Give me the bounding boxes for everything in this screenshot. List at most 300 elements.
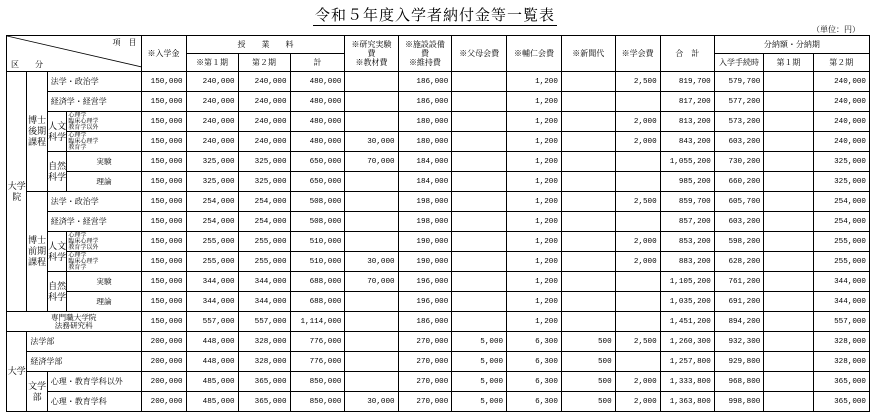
cell-adm: 200,000 — [141, 332, 186, 352]
cell-tt: 688,000 — [290, 292, 345, 312]
cell-adm: 150,000 — [141, 92, 186, 112]
cell-tot: 1,035,200 — [660, 292, 714, 312]
cell-rs — [345, 232, 398, 252]
cell-t1: 240,000 — [186, 112, 238, 132]
row-label: 実験 — [67, 152, 141, 172]
cell-par — [452, 152, 507, 172]
cell-rs — [345, 372, 398, 392]
header-alumni: ※輔仁会費 — [507, 36, 562, 72]
header-newspaper: ※新聞代 — [561, 36, 615, 72]
cell-fac: 184,000 — [398, 172, 452, 192]
header-inst-admission: 入学手続時 — [714, 54, 764, 72]
cell-fac: 270,000 — [398, 352, 452, 372]
cell-fac: 180,000 — [398, 112, 452, 132]
cell-par — [452, 212, 507, 232]
header-inst-second: 第２期 — [813, 54, 869, 72]
cell-par — [452, 132, 507, 152]
cell-adm: 150,000 — [141, 172, 186, 192]
cell-fac: 186,000 — [398, 312, 452, 332]
cell-rs: 30,000 — [345, 252, 398, 272]
cell-t1: 240,000 — [186, 72, 238, 92]
cell-ia: 691,200 — [714, 292, 764, 312]
table-row — [7, 352, 870, 372]
cell-alu: 1,200 — [507, 152, 562, 172]
row-label: 経済学部 — [27, 352, 141, 372]
header-tuition-second: 第２期 — [238, 54, 290, 72]
cell-i1 — [764, 232, 813, 252]
cell-par: 5,000 — [452, 332, 507, 352]
group-humanities-faculty: 文学部 — [27, 372, 47, 412]
cell-alu: 1,200 — [507, 212, 562, 232]
cell-t1: 255,000 — [186, 252, 238, 272]
cell-t2: 240,000 — [238, 72, 290, 92]
cell-fac: 196,000 — [398, 292, 452, 312]
page-title: 令和５年度入学者納付金等一覧表 — [314, 6, 555, 24]
cell-alu: 6,300 — [507, 392, 562, 412]
cell-ia: 605,700 — [714, 192, 764, 212]
cell-tt: 650,000 — [290, 172, 345, 192]
group-college: 大学 — [7, 332, 27, 412]
cell-ia: 730,200 — [714, 152, 764, 172]
cell-rs — [345, 172, 398, 192]
cell-ia: 660,200 — [714, 172, 764, 192]
cell-par: 5,000 — [452, 372, 507, 392]
cell-rs: 70,000 — [345, 152, 398, 172]
cell-tot: 883,200 — [660, 252, 714, 272]
header-row-1 — [7, 36, 870, 54]
cell-par — [452, 72, 507, 92]
cell-adm: 150,000 — [141, 272, 186, 292]
cell-rs — [345, 112, 398, 132]
cell-alu: 1,200 — [507, 92, 562, 112]
table-row — [7, 252, 870, 272]
cell-t1: 240,000 — [186, 92, 238, 112]
cell-rs: 70,000 — [345, 272, 398, 292]
cell-stu — [615, 212, 660, 232]
cell-i1 — [764, 372, 813, 392]
table-row — [7, 72, 870, 92]
cell-adm: 150,000 — [141, 312, 186, 332]
cell-t1: 448,000 — [186, 332, 238, 352]
cell-shin — [561, 152, 615, 172]
cell-tt: 508,000 — [290, 192, 345, 212]
cell-shin — [561, 272, 615, 292]
table-row — [7, 172, 870, 192]
cell-t2: 557,000 — [238, 312, 290, 332]
cell-shin — [561, 192, 615, 212]
cell-par — [452, 292, 507, 312]
table-row — [7, 152, 870, 172]
cell-fac: 270,000 — [398, 372, 452, 392]
cell-alu: 1,200 — [507, 252, 562, 272]
cell-fac: 198,000 — [398, 192, 452, 212]
cell-fac: 186,000 — [398, 72, 452, 92]
cell-rs — [345, 332, 398, 352]
cell-tot: 985,200 — [660, 172, 714, 192]
cell-tt: 1,114,000 — [290, 312, 345, 332]
cell-par — [452, 232, 507, 252]
cell-rs — [345, 72, 398, 92]
header-facility: ※施設設備費 ※維持費 — [398, 36, 452, 72]
cell-par: 5,000 — [452, 392, 507, 412]
cell-ia: 761,200 — [714, 272, 764, 292]
cell-alu: 1,200 — [507, 312, 562, 332]
cell-shin — [561, 232, 615, 252]
cell-adm: 150,000 — [141, 212, 186, 232]
cell-i1 — [764, 132, 813, 152]
cell-tot: 1,451,200 — [660, 312, 714, 332]
cell-i1 — [764, 172, 813, 192]
cell-t1: 325,000 — [186, 172, 238, 192]
cell-i1 — [764, 112, 813, 132]
group-science: 自然科学 — [47, 272, 67, 312]
cell-i2: 328,000 — [813, 352, 869, 372]
row-label: 経済学・経営学 — [47, 92, 141, 112]
cell-shin — [561, 212, 615, 232]
cell-fac: 190,000 — [398, 232, 452, 252]
cell-t2: 325,000 — [238, 152, 290, 172]
cell-i2: 365,000 — [813, 372, 869, 392]
cell-par — [452, 192, 507, 212]
cell-stu — [615, 92, 660, 112]
cell-stu: 2,000 — [615, 252, 660, 272]
cell-adm: 150,000 — [141, 252, 186, 272]
unit-label: （単位：円） — [812, 25, 860, 34]
cell-tot: 1,333,800 — [660, 372, 714, 392]
cell-ia: 598,200 — [714, 232, 764, 252]
row-label: 法学・政治学 — [47, 72, 141, 92]
header-item: 項 目 — [112, 38, 137, 47]
cell-t2: 328,000 — [238, 332, 290, 352]
cell-par — [452, 252, 507, 272]
row-label: 理論 — [67, 292, 141, 312]
cell-shin: 500 — [561, 392, 615, 412]
cell-stu: 2,500 — [615, 192, 660, 212]
cell-tot: 817,200 — [660, 92, 714, 112]
cell-tt: 508,000 — [290, 212, 345, 232]
cell-stu: 2,000 — [615, 372, 660, 392]
row-label: 心理・教育学科 — [47, 392, 141, 412]
cell-stu: 2,500 — [615, 332, 660, 352]
cell-rs — [345, 352, 398, 372]
fee-table — [6, 35, 870, 412]
cell-alu: 1,200 — [507, 272, 562, 292]
cell-tt: 480,000 — [290, 72, 345, 92]
cell-stu — [615, 172, 660, 192]
cell-tot: 857,200 — [660, 212, 714, 232]
cell-alu: 1,200 — [507, 112, 562, 132]
cell-i2: 240,000 — [813, 72, 869, 92]
cell-tot: 1,105,200 — [660, 272, 714, 292]
cell-t2: 365,000 — [238, 372, 290, 392]
row-sublabel: 心理学 臨床心理学 教育学以外 — [67, 232, 141, 252]
cell-par — [452, 92, 507, 112]
cell-par — [452, 312, 507, 332]
cell-stu — [615, 312, 660, 332]
cell-i2: 240,000 — [813, 112, 869, 132]
cell-t1: 255,000 — [186, 232, 238, 252]
cell-t1: 557,000 — [186, 312, 238, 332]
header-installment: 分納額・分納期 — [714, 36, 869, 54]
cell-alu: 6,300 — [507, 332, 562, 352]
header-tuition-first: ※第１期 — [186, 54, 238, 72]
cell-ia: 603,200 — [714, 132, 764, 152]
cell-shin: 500 — [561, 352, 615, 372]
cell-t2: 240,000 — [238, 112, 290, 132]
cell-stu: 2,000 — [615, 392, 660, 412]
cell-shin — [561, 292, 615, 312]
cell-fac: 184,000 — [398, 152, 452, 172]
cell-shin — [561, 112, 615, 132]
cell-rs — [345, 212, 398, 232]
cell-alu: 1,200 — [507, 72, 562, 92]
cell-tot: 1,260,300 — [660, 332, 714, 352]
cell-i2: 344,000 — [813, 272, 869, 292]
cell-tt: 480,000 — [290, 92, 345, 112]
row-sublabel: 心理学 臨床心理学 教育学 — [67, 252, 141, 272]
cell-alu: 1,200 — [507, 232, 562, 252]
cell-alu: 1,200 — [507, 132, 562, 152]
cell-i2: 325,000 — [813, 172, 869, 192]
cell-rs — [345, 292, 398, 312]
cell-adm: 150,000 — [141, 232, 186, 252]
cell-t1: 344,000 — [186, 292, 238, 312]
cell-t2: 255,000 — [238, 232, 290, 252]
cell-t2: 344,000 — [238, 292, 290, 312]
cell-tt: 850,000 — [290, 372, 345, 392]
cell-stu — [615, 292, 660, 312]
cell-shin: 500 — [561, 332, 615, 352]
header-admission: ※入学金 — [141, 36, 186, 72]
cell-i1 — [764, 392, 813, 412]
cell-ia: 929,800 — [714, 352, 764, 372]
header-corner — [7, 36, 142, 72]
cell-t2: 254,000 — [238, 192, 290, 212]
table-row — [7, 92, 870, 112]
cell-stu: 2,000 — [615, 232, 660, 252]
group-graduate-school: 大学院 — [7, 72, 27, 312]
cell-i1 — [764, 292, 813, 312]
cell-alu: 6,300 — [507, 372, 562, 392]
table-row — [7, 132, 870, 152]
cell-stu: 2,500 — [615, 72, 660, 92]
cell-stu — [615, 352, 660, 372]
cell-ia: 894,200 — [714, 312, 764, 332]
cell-rs — [345, 92, 398, 112]
cell-i2: 328,000 — [813, 332, 869, 352]
cell-fac: 270,000 — [398, 332, 452, 352]
cell-t2: 254,000 — [238, 212, 290, 232]
header-tuition: 授 業 料 — [186, 36, 345, 54]
row-label: 専門職大学院 法務研究科 — [7, 312, 142, 332]
cell-ia: 579,700 — [714, 72, 764, 92]
cell-adm: 150,000 — [141, 292, 186, 312]
cell-t1: 485,000 — [186, 392, 238, 412]
cell-t1: 448,000 — [186, 352, 238, 372]
cell-stu — [615, 272, 660, 292]
cell-rs — [345, 192, 398, 212]
table-row — [7, 192, 870, 212]
cell-tt: 688,000 — [290, 272, 345, 292]
cell-ia: 603,200 — [714, 212, 764, 232]
table-row — [7, 332, 870, 352]
cell-fac: 186,000 — [398, 92, 452, 112]
cell-adm: 150,000 — [141, 132, 186, 152]
cell-rs — [345, 312, 398, 332]
cell-i1 — [764, 212, 813, 232]
cell-ia: 968,800 — [714, 372, 764, 392]
row-sublabel: 心理学 臨床心理学 教育学 — [67, 132, 141, 152]
cell-tot: 819,700 — [660, 72, 714, 92]
cell-tt: 650,000 — [290, 152, 345, 172]
cell-tt: 480,000 — [290, 132, 345, 152]
cell-rs: 30,000 — [345, 392, 398, 412]
cell-tot: 843,200 — [660, 132, 714, 152]
group-doctor-later: 博士後期課程 — [27, 72, 47, 192]
cell-par: 5,000 — [452, 352, 507, 372]
cell-stu — [615, 152, 660, 172]
cell-adm: 150,000 — [141, 192, 186, 212]
cell-adm: 150,000 — [141, 72, 186, 92]
cell-t2: 344,000 — [238, 272, 290, 292]
cell-adm: 200,000 — [141, 372, 186, 392]
header-tuition-total: 計 — [290, 54, 345, 72]
cell-shin: 500 — [561, 372, 615, 392]
cell-ia: 998,800 — [714, 392, 764, 412]
cell-i1 — [764, 92, 813, 112]
cell-fac: 270,000 — [398, 392, 452, 412]
cell-ia: 573,200 — [714, 112, 764, 132]
cell-alu: 1,200 — [507, 172, 562, 192]
cell-shin — [561, 312, 615, 332]
cell-t1: 254,000 — [186, 192, 238, 212]
table-row — [7, 372, 870, 392]
cell-adm: 150,000 — [141, 112, 186, 132]
cell-t1: 240,000 — [186, 132, 238, 152]
cell-t2: 328,000 — [238, 352, 290, 372]
cell-i2: 255,000 — [813, 252, 869, 272]
cell-par — [452, 172, 507, 192]
cell-tot: 1,055,200 — [660, 152, 714, 172]
cell-adm: 150,000 — [141, 152, 186, 172]
cell-ia: 577,200 — [714, 92, 764, 112]
cell-t2: 365,000 — [238, 392, 290, 412]
row-label: 法学部 — [27, 332, 141, 352]
cell-fac: 198,000 — [398, 212, 452, 232]
cell-tot: 813,200 — [660, 112, 714, 132]
cell-shin — [561, 92, 615, 112]
header-total: 合 計 — [660, 36, 714, 72]
cell-i2: 254,000 — [813, 192, 869, 212]
cell-ia: 628,200 — [714, 252, 764, 272]
cell-alu: 1,200 — [507, 292, 562, 312]
cell-alu: 6,300 — [507, 352, 562, 372]
table-row — [7, 232, 870, 252]
cell-par — [452, 112, 507, 132]
cell-t1: 485,000 — [186, 372, 238, 392]
group-humanities: 人文科学 — [47, 112, 67, 152]
row-label: 経済学・経営学 — [47, 212, 141, 232]
cell-par — [452, 272, 507, 292]
cell-tt: 776,000 — [290, 332, 345, 352]
cell-fac: 190,000 — [398, 252, 452, 272]
table-row — [7, 312, 870, 332]
cell-shin — [561, 252, 615, 272]
header-inst-first: 第１期 — [764, 54, 813, 72]
group-humanities: 人文科学 — [47, 232, 67, 272]
group-doctor-former: 博士前期課程 — [27, 192, 47, 312]
cell-i1 — [764, 332, 813, 352]
cell-tt: 776,000 — [290, 352, 345, 372]
row-sublabel: 心理学 臨床心理学 教育学以外 — [67, 112, 141, 132]
cell-t2: 240,000 — [238, 92, 290, 112]
cell-i1 — [764, 312, 813, 332]
cell-shin — [561, 72, 615, 92]
cell-fac: 180,000 — [398, 132, 452, 152]
table-row — [7, 392, 870, 412]
table-row — [7, 112, 870, 132]
cell-i2: 240,000 — [813, 92, 869, 112]
row-label: 理論 — [67, 172, 141, 192]
header-parents: ※父母会費 — [452, 36, 507, 72]
cell-stu: 2,000 — [615, 112, 660, 132]
cell-shin — [561, 172, 615, 192]
cell-tot: 1,257,800 — [660, 352, 714, 372]
row-label: 法学・政治学 — [47, 192, 141, 212]
cell-i2: 557,000 — [813, 312, 869, 332]
cell-tt: 510,000 — [290, 252, 345, 272]
cell-i1 — [764, 152, 813, 172]
table-row — [7, 292, 870, 312]
cell-tt: 480,000 — [290, 112, 345, 132]
cell-t1: 325,000 — [186, 152, 238, 172]
table-row — [7, 212, 870, 232]
cell-t2: 255,000 — [238, 252, 290, 272]
cell-adm: 200,000 — [141, 352, 186, 372]
cell-i2: 255,000 — [813, 232, 869, 252]
cell-i2: 240,000 — [813, 132, 869, 152]
cell-t2: 240,000 — [238, 132, 290, 152]
table-row — [7, 272, 870, 292]
cell-alu: 1,200 — [507, 192, 562, 212]
cell-ia: 932,300 — [714, 332, 764, 352]
cell-stu: 2,000 — [615, 132, 660, 152]
header-student: ※学会費 — [615, 36, 660, 72]
cell-adm: 200,000 — [141, 392, 186, 412]
cell-fac: 196,000 — [398, 272, 452, 292]
row-label: 実験 — [67, 272, 141, 292]
header-category: 区 分 — [11, 60, 43, 69]
cell-shin — [561, 132, 615, 152]
cell-rs: 30,000 — [345, 132, 398, 152]
header-research: ※研究実験費 ※教材費 — [345, 36, 398, 72]
cell-t1: 344,000 — [186, 272, 238, 292]
cell-i2: 365,000 — [813, 392, 869, 412]
cell-i2: 254,000 — [813, 212, 869, 232]
cell-tot: 859,700 — [660, 192, 714, 212]
row-label: 心理・教育学科以外 — [47, 372, 141, 392]
group-science: 自然科学 — [47, 152, 67, 192]
cell-i1 — [764, 72, 813, 92]
cell-tot: 1,363,800 — [660, 392, 714, 412]
cell-tt: 850,000 — [290, 392, 345, 412]
cell-t2: 325,000 — [238, 172, 290, 192]
cell-i1 — [764, 352, 813, 372]
cell-i1 — [764, 252, 813, 272]
cell-t1: 254,000 — [186, 212, 238, 232]
cell-tt: 510,000 — [290, 232, 345, 252]
cell-i2: 325,000 — [813, 152, 869, 172]
